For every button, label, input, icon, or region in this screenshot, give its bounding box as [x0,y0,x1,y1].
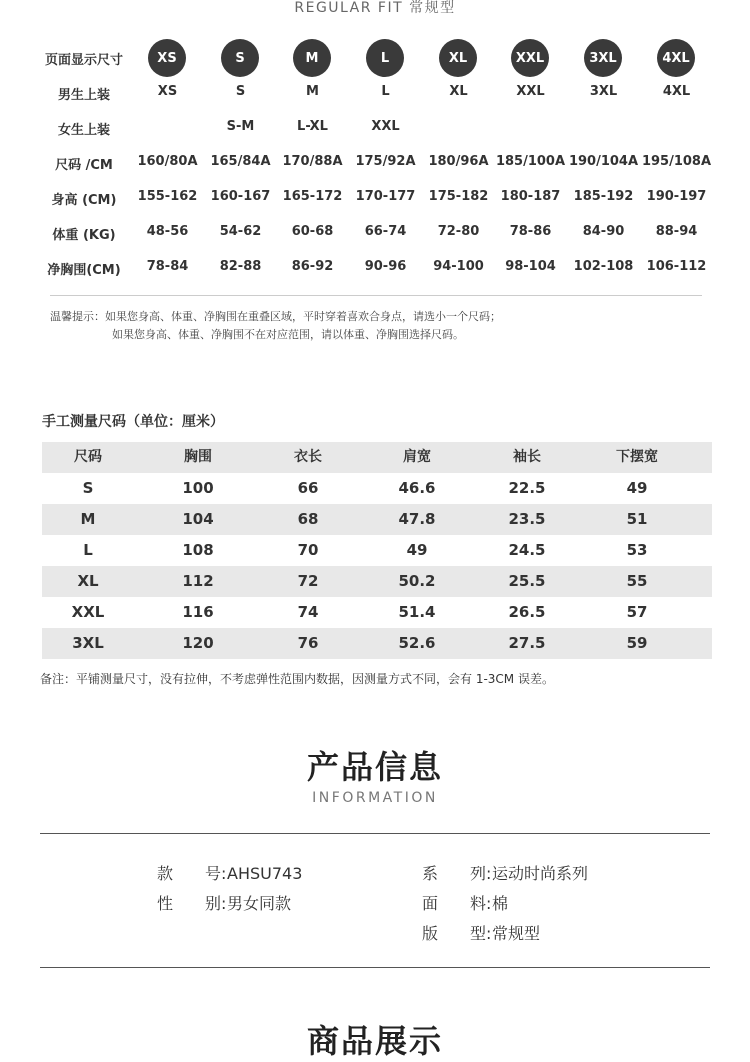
size-cell: 102-108 [573,259,634,274]
info-fabric [422,891,508,914]
table-cell: 74 [297,603,319,621]
info-fabric-key: 面 料: [422,894,492,913]
divider [40,833,710,834]
size-cell: 160-167 [210,189,271,204]
table-cell: 112 [182,572,214,590]
info-subtitle: INFORMATION [312,790,438,806]
size-cell: 175-182 [428,189,489,204]
size-cell: 106-112 [646,259,707,274]
table-row [42,628,712,659]
size-tip [50,308,501,344]
info-gender-key: 性 别: [157,894,227,913]
info-title: 产品信息 [306,748,443,786]
table-row [42,473,712,504]
next-section-title: 商品展示 [306,1022,443,1060]
size-cell: S-M [226,119,255,134]
size-cell: 3XL [589,84,618,99]
table-cell: XXL [71,603,105,621]
header-regular-fit: REGULAR FIT 常规型 [294,0,456,16]
table-cell: 22.5 [508,479,546,497]
info-model-value: AHSU743 [227,864,303,883]
size-cell: L [381,84,390,99]
size-cell: 94-100 [433,259,484,274]
size-row-label: 页面显示尺寸 [44,53,123,68]
size-cell: 4XL [662,84,691,99]
tip-line-1: 温馨提示：如果您身高、体重、净胸围在重叠区域，平时穿着喜欢合身点，请选小一个尺码； [50,310,501,323]
size-cell: 48-56 [146,224,189,239]
info-series [422,861,588,884]
table-cell: 76 [297,634,319,652]
size-cell: 160/80A [137,154,198,169]
table-cell: 52.6 [398,634,436,652]
table-cell: M [80,510,96,528]
table-cell: 55 [626,572,648,590]
size-cell: 90-96 [364,259,407,274]
size-cell: 180-187 [500,189,561,204]
table-header-cell: 下摆宽 [616,449,658,465]
table-row [42,535,712,566]
size-cell: 60-68 [291,224,334,239]
table-cell: 120 [182,634,214,652]
table-header-cell: 胸围 [184,449,212,465]
size-cell: 170/88A [282,154,343,169]
info-fit-key: 版 型: [422,924,492,943]
divider [40,967,710,968]
size-row-label: 男生上装 [57,88,110,103]
size-cell: 66-74 [364,224,407,239]
size-cell: 82-88 [219,259,262,274]
table-cell: L [83,541,93,559]
size-row-label: 身高 (CM) [51,193,117,208]
table-cell: 59 [626,634,648,652]
size-cell: 88-94 [655,224,698,239]
size-cell: S [235,84,246,99]
size-cell: 180/96A [428,154,489,169]
table-cell: 27.5 [508,634,546,652]
size-badge: 3XL [584,39,622,77]
table-header-cell: 衣长 [294,449,322,465]
info-series-value: 运动时尚系列 [492,864,589,883]
info-gender-value: 男女同款 [227,894,292,913]
size-cell: 84-90 [582,224,625,239]
table-cell: 51 [626,510,648,528]
info-fit [422,921,540,944]
info-fabric-value: 棉 [492,894,509,913]
size-badge: XXL [511,39,549,77]
size-row-label: 女生上装 [57,123,110,138]
divider [50,295,702,296]
measure-note: 备注：平铺测量尺寸，没有拉伸，不考虑弹性范围内数据，因测量方式不同，会有 1-3CM 误差。 [40,672,554,686]
table-header-cell: 尺码 [74,449,102,465]
table-cell: 104 [182,510,214,528]
size-cell: 185/100A [495,154,566,169]
size-cell: L-XL [297,119,328,134]
table-cell: 49 [626,479,648,497]
size-cell: 165-172 [282,189,343,204]
size-cell: 78-84 [146,259,189,274]
table-cell: 116 [182,603,214,621]
table-cell: 50.2 [398,572,436,590]
table-cell: 108 [182,541,214,559]
manual-measure-title: 手工测量尺码（单位：厘米） [42,414,224,430]
size-badge: L [366,39,404,77]
table-cell: 47.8 [398,510,436,528]
size-cell: XXL [516,84,545,99]
table-cell: 57 [626,603,648,621]
table-cell: 66 [297,479,319,497]
size-cell: 185-192 [573,189,634,204]
size-cell: 86-92 [291,259,334,274]
size-cell: 175/92A [355,154,416,169]
size-row-label: 尺码 /CM [55,158,113,173]
info-model-key: 款 号: [157,864,227,883]
info-model [157,861,302,884]
size-badge: XS [148,39,186,77]
size-cell: 155-162 [137,189,198,204]
size-cell: 195/108A [641,154,712,169]
table-cell: 24.5 [508,541,546,559]
table-row [42,504,712,535]
size-badge: 4XL [657,39,695,77]
table-cell: 26.5 [508,603,546,621]
info-gender [157,891,291,914]
table-header-row [42,442,712,473]
size-cell: XXL [371,119,400,134]
size-badge: S [221,39,259,77]
size-cell: XS [157,84,178,99]
size-cell: M [306,84,319,99]
table-header-cell: 袖长 [513,449,541,465]
size-cell: 72-80 [437,224,480,239]
info-series-key: 系 列: [422,864,492,883]
table-header-cell: 肩宽 [403,449,431,465]
table-cell: XL [77,572,99,590]
size-row-label: 体重 (KG) [52,228,116,243]
table-cell: S [82,479,94,497]
table-cell: 100 [182,479,214,497]
table-cell: 53 [626,541,648,559]
table-row [42,597,712,628]
size-cell: 190-197 [646,189,707,204]
size-cell: 170-177 [355,189,416,204]
table-cell: 68 [297,510,319,528]
tip-line-2: 如果您身高、体重、净胸围不在对应范围，请以体重、净胸围选择尺码。 [112,328,464,341]
table-cell: 3XL [72,634,104,652]
table-cell: 25.5 [508,572,546,590]
size-cell: 165/84A [210,154,271,169]
info-fit-value: 常规型 [492,924,541,943]
size-cell: 190/104A [568,154,639,169]
table-cell: 70 [297,541,319,559]
size-row-label: 净胸围(CM) [47,263,121,278]
table-cell: 46.6 [398,479,436,497]
size-cell: 78-86 [509,224,552,239]
size-badge: M [293,39,331,77]
table-cell: 23.5 [508,510,546,528]
size-badge: XL [439,39,477,77]
table-row [42,566,712,597]
table-cell: 49 [406,541,428,559]
size-cell: 54-62 [219,224,262,239]
size-cell: XL [449,84,468,99]
size-cell: 98-104 [505,259,556,274]
table-cell: 72 [297,572,319,590]
table-cell: 51.4 [398,603,436,621]
